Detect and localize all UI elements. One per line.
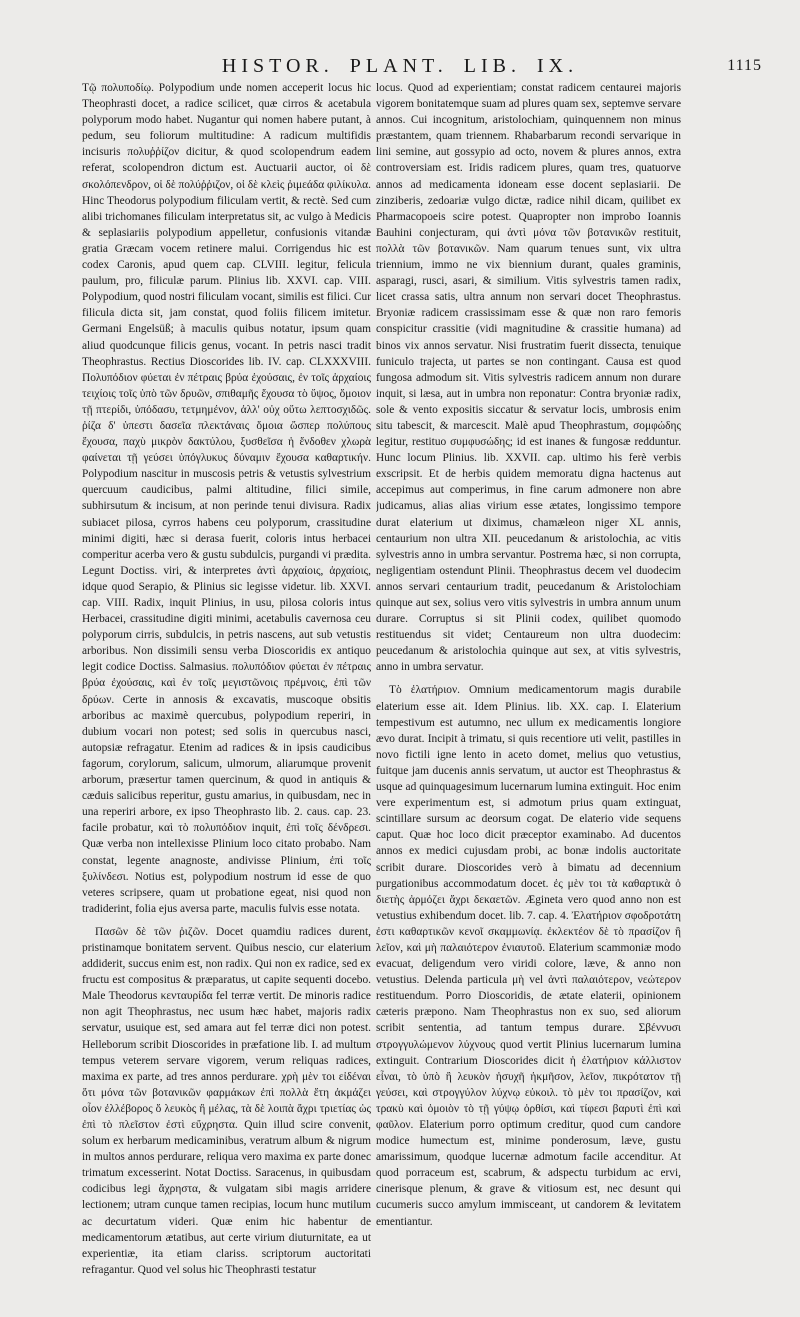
running-title: HISTOR. PLANT. LIB. IX. [221,55,579,77]
left-column [82,80,371,1310]
right-column [376,80,681,1310]
paragraph-polypodium: Τῷ πολυποδίῳ. Polypodium unde nomen acceperit locus hic Theophrasti docet, a radice scilicet, quæ cirros & acetabula polyporum modo habet. Nugantur qui nomen habere putant, à pedum, seu foliorum multitudine: A radicum multifidis incisuris πολυῤῥίζον dicitur, & quod scolopendrum eadem referat, scolopendron dictum est. Auctuarii auctor, οἱ δὲ σκολόπενδρον, οἱ δὲ πολύῤῥιζον, οἱ δὲ κλεὶς ῥιμεάδα φιλίκυλα. Hinc Theodorus polypodium filiculam vertit, & rectè. Sed cum alibi trichomanes filiculam interpretatus sit, ac vulgo à Medicis & seplasiariis polypodium appelletur, confusionis vitandæ gratia Græcam vocem retinere malui. Corrigendus hic est codex Caronis, apud quem cap. CLVIII. legitur, felicula paulum, pro, filiculæ parum. Plinius lib. XXVI. cap. VIII. Polypodium, quod nostri filiculam vocant, similis est filici. Cur filicula dicta sit, jam constat, quod foliis filicem imitetur. Germani Engelsüß; à maculis quibus notatur, ipsum quam aliud quodcunque filicis genus, vocant. In petris nasci tradit Theophrastus. Rectius Dioscorides lib. IV. cap. CLXXXVIII. Πολυπόδιον φύεται ἐν πέτραις βρύα ἐχούσαις, ἐν τοῖς ἀρχαίοις τειχίοις τοῖς ὑπὸ τῶν δρυῶν, σπιθαμῆς ἔχουσα τὸ ὕψος, ὅμοιον τῇ πτερίδι, ὑπόδασυ, τετμημένον, ἀλλ' οὐχ οὕτω λεπτοσχιδῶς. ῥίζα δ' ὑπεστι δασεῖα πλεκτάναις ὅμοια ὥσπερ πολύπους ἔχουσα, παχὺ μικρὸν δακτύλου, ξυσθεῖσα ἡ ἔνδοθεν χλωρὰ φαίνεται τῇ γεύσει ὑπόγλυκυς δύναμιν ἔχουσα καθαρτικήν. Polypodium nascitur in muscosis petris & vetustis sylvestrium quercuum caudicibus, palmi altitudine, filici simile, subhirsutum & incisum, at non perinde tenui divisura. Radix subiacet pilosa, cyrros habens ceu polyporum, crassitudine minimi digiti, hæc si derasa fuerit, coloris intus herbacei comperitur acerba vero & gustu subdulcis, purgandi vi prædita. Legunt Doctiss. viri, & interpretes ἀντὶ ἀρχαίοις, ἀρχαίοις, idque quod Serapio, & Plinius sic legisse videtur. lib. XXVI. cap. VIII. Radix, inquit Plinius, in usu, pilosa coloris intus Herbacei, crassitudine digiti minimi, acetabulis cavernosa ceu polyporum cirris, subdulcis, in petris nascens, aut sub vetustis arboribus. Non dissimili sensu verba Dioscoridis ex antiquo legit codice Doctiss. Salmasius. πολυπόδιον φύεται ἐν πέτραις βρύα ἐχούσαις, καὶ ἐν τοῖς μεγιστῶνοις πρέμνοις, ἐπὶ τῶν δρύων. Certe in annosis & excavatis, muscoque obsitis arboribus ac maximè quercubus, polypodium reperiri, in dubium vocari non potest; sed solis in quercubus nasci, autopsiæ refragatur. Etenim ad radices & in ipsis caudicibus fagorum, corylorum, salicum, ulmorum, aliarumque provenit arborum, præsertur tamen quercinum, & quod in antiquis & cæduis salicibus reperitur, gustu amarius, in quibusdam, nec in una reperiri arbore, ex ipso Theophrasto lib. 2. caus. cap. 23. facile probatur, καὶ τὸ πολυπόδιον inquit, ἐπὶ τοῖς δένδρεσι. Quæ verba non intellexisse Plinium loco citato probabo. Nam constat, legente anagnoste, andivisse Plinium, ἐπὶ τοῖς ξυλίνδεσι. Notius est, polypodium nostrum id esse de quo veteres scripsere, quam ut probatione egeat, nisi quod non tradiderint, folia ejus aversa parte, maculis fulvis esse notata. [82,82,371,915]
paragraph-continuation: locus. Quod ad experientiam; constat radicem centaurei majoris vigorem bonitatemque suam ad plures quam sex, septemve servare annos. Cui incognitum, aristolochiam, quinquennem non minus præstantem, quam triennem. Rhabarbarum recondi servarique in lini semine, aut gossypio ad octo, novem & plures annos, extra controversiam est. Iridis radicem plures, quam tres, quatuorve annos ad medicamenta idoneam esse docent seplasiarii. De zinziberis, zedoariæ vulgo dictæ, radice nihil dicam, quilibet ex Pharmacopoeis scire potest. Quapropter non improbo Ioannis Bauhini conjecturam, qui ἀντὶ μόνα τῶν βοτανικῶν restituit, πολλὰ τῶν βοτανικῶν. Nam quarum tenues sunt, vix ultra triennium, immo ne vix biennium durant, quales graminis, asparagi, rusci, asari, & similium. Vitis sylvestris tamen radix, licet crassa satis, ultra annum non servari docet Theophrastus. Bryoniæ radicem crassissimam esse & quæ non raro femoris conspicitur crassitie (vidi magnitudine & crassitie humana) ad binos vix annos servatur. Nisi frustratim fuerit dissecta, tenuique funiculo trajecta, ut partes se non contingant. Causa est quod fungosa admodum sit. Vitis sylvestris radicem annum non durare inquit, si læsa, aut in umbra non reponatur: Contra bryoniæ radix, sole & vento expositis siccatur & servatur locis, umbrosis enim situ tabescit, & marcescit. Malè apud Theophrastum, σομφώδης legitur, restituo συμφυσώδης; id est inanes & fungosæ redduntur. Hunc locum Plinius. lib. XXVII. cap. ultimo his ferè verbis exscripsit. Et de herbis quidem memoratu digna hactenus aut accepimus aut comperimus, in fine carum admonere non abre judicamus, alias alias virium esse ætates, longissimo tempore durat elaterium ut diximus, chamæleon niger XL annis, centaurium non ultra XII. peucedanum & aristolochia, ac vitis sylvestris anno in umbra servantur. Postrema hæc, si non corrupta, negligentiam ostendunt Plinii. Theophrastus decem vel duodecim annos servari centaurium tradit, peucedanum & Aristolochiam quinque aut sex, solius vero vitis sylvestris in umbra annum unum durare. Corruptus si sit Plinii codex, quilibet quomodo restituendus sit videt; Centaureum non ultra duodecim: peucedanum & aristolochia quinque aut sex, at vitis sylvestris, anno in umbra servatur. [376,82,681,674]
paragraph-elaterium: Τὸ ἐλατήριον. Omnium medicamentorum magis durabile elaterium esse ait. Idem Plinius. lib. XX. cap. I. Elaterium tempestivum est autumno, nec ullum ex medicamentis longiore ævo durat. Incipit à trimatu, si quis recentiore uti velit, pastilles in novo fictili igne lento in aceto domet, melius quo vetustius, fuitque jam ducenis annis servatum, ut auctor est Theophrastus & usque ad quinquagesimum lucernarum lumina extinguit. Hoc enim vere experimentum est, si admotum prius quam extinguat, scintillare sursum ac deorsum cogat. De elaterio vide sequens caput. Quæ hoc loco dicit præceptor examinabo. Ad ducentos annos ex medici cujusdam probi, ac bonæ indolis auctoritate scribit durare. Dioscorides verò à bimatu ad decennium purgationibus accommodatum docet. ἐς μὲν τοι τὰ καθαρτικὰ ὁ διετὴς ἁρμόζει ἄχρι δεκαετῶν. Ægineta vero quod anno non est vetustius exhibendum docet. lib. 7. cap. 4. Ἐλατήριον σφοδροτάτη ἐστι καθαρτικῶν κενοῖ σκαμμωνίᾳ. ἐκλεκτέον δὲ τὸ πρασίζον ἢ λεῖον, καὶ μὴ παλαιότερον ἐνιαυτοῦ. Elaterium scammoniæ modo evacuat, deligendum vero viridi colore, læve, & anno non vetustius. Delenda particula μὴ vel ἀντὶ παλαιότερον, νεώτερον restituendum. Porro Dioscoridis, de ætate elaterii, opinionem cæteris præpono. Nam Theophrastus non ex suo, sed aliorum scribit sententia, ad tantum tempus durare. Σβέννυσι στρογγυλώμενον λύχνους quod vertit Plinius lucernarum lumina extinguit. Contrarium Dioscorides dicit ἡ ἐλατήριον κάλλιστον εἶναι, τὸ ὑπὸ ἢ λευκὸν ἠσυχῆ ἠκμῆσον, λεῖον, πικρότατον τῇ γεύσει, καὶ στρογγύλον λύχνῳ εὐκοιλ. τὸ μὲν τοι πρασίζον, καὶ τρακὺ καὶ ὁμοιὸν τὸ τῇ γύψῳ ὀρθίσι, καὶ τίφεσι βαρυτὶ ἐπὶ καὶ φαῦλον. Elaterium porro optimum creditur, quod cum candore modice humectum est, minime ponderosum, læve, gustu amarissimum, quodque lucernæ admotum facile accenditur. At quod porraceum est, scabrum, & adspectu turbidum ac ervi, cinerisque plenum, & grave & vitiosum est, nec desunt qui cucumeris succo amylum immisceant, ut candorem & levitatem ementiantur. [376,684,681,1228]
page-number: 1115 [727,57,762,74]
paragraph-radices: Πασῶν δὲ τῶν ῥιζῶν. Docet quamdiu radices durent, pristinamque bonitatem servent. Quibus nescio, cur elaterium addiderit, succus enim est, non radix. Qui non ex radice, sed ex fructu est compositus & præparatus, ut capite sequenti docebo. Male Theodorus κενταυρίδα fel terræ vertit. De minoris radice non agit Theophrastus, nec usum hæc habet, majoris radix servatur, usuique est, sed amara aut fel terræ dici non potest. Helleborum scribit Dioscorides in præfatione lib. I. ad multum tempus veterem servare vigorem, verum reliquas radices, maxima ex parte, ad tres annos perdurare. χρὴ μὲν τοι εἰδέναι ὅτι μόνα τῶν βοτανικῶν φαρμάκων ἐπὶ πολλὰ ἔτη ἀκμάζει οἷον ἐλλέβορος ὅ λευκὸς ἢ μέλας, τὰ δὲ λοιπὰ ἄχρι τριετίας ὡς ἐπὶ τὸ πλεῖστον ἐστὶ εὔχρηστα. Quin illud scire convenit, solum ex herbarum medicaminibus, veratrum album & nigrum in multos annos perdurare, reliqua vero maxima ex parte donec trimatum excesserint. Notat Doctiss. Saracenus, in quibusdam codicibus legi ἄχρηστα, & vulgatam sibi magis arridere lectionem; utram cunque tamen recipias, locum hunc mutilum ac decurtatum videri. Quæ enim hic habentur de medicamentorum ætatibus, aut certe virium diuturnitate, ea ut experientiæ, ita etiam clariss. scriptorum auctoritati refragantur. Quod vel solus hic Theophrasti testatur [82,925,371,1276]
